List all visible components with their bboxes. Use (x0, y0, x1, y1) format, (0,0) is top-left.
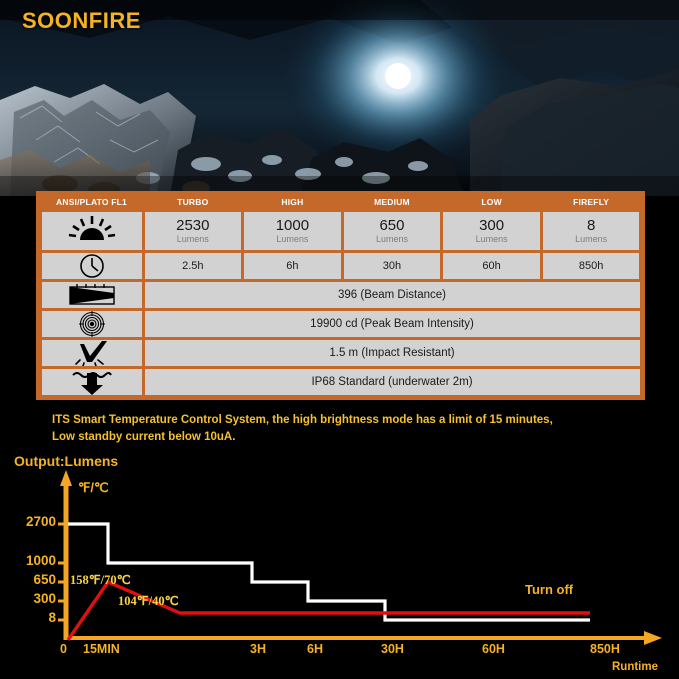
xtick-30h: 30H (381, 642, 404, 656)
runtime-low (443, 253, 540, 279)
lumens-medium-value: 650 (379, 216, 405, 234)
runtime-firefly (543, 253, 640, 279)
lumens-medium (344, 212, 441, 250)
table-row-beam-distance (40, 280, 641, 309)
brand-logo: SOONFIRE (22, 8, 141, 33)
runtime-medium-value: 30h (382, 259, 402, 272)
ytick-2700: 2700 (25, 514, 56, 529)
hero-photo (0, 0, 679, 196)
lumens-medium-unit: Lumens (375, 233, 408, 244)
ytick-1000: 1000 (25, 553, 56, 568)
xtick-6h: 6H (307, 642, 323, 656)
runtime-high (244, 253, 341, 279)
ytick-650: 650 (33, 572, 56, 587)
note-line-1: ITS Smart Temperature Control System, the high brightness mode has a limit of 15 minutes, (52, 414, 553, 426)
impact-value-cell (145, 340, 640, 366)
peak-intensity-value-cell (145, 311, 640, 337)
lumens-low-unit: Lumens (475, 233, 508, 244)
runtime-turbo-value: 2.5h (182, 259, 204, 272)
sun-brightness-icon (42, 212, 142, 250)
steady-temp-label: 104℉/40℃ (118, 594, 179, 608)
chart-title: Output:Lumens (14, 453, 119, 469)
table-row-lumens (40, 210, 641, 251)
lumens-low (443, 212, 540, 250)
xtick-0: 0 (60, 642, 67, 656)
table-row-waterproof (40, 367, 641, 396)
table-header-row (40, 193, 641, 210)
table-header-medium: MEDIUM (374, 196, 410, 207)
lumens-turbo-value: 2530 (176, 216, 210, 234)
table-row-impact (40, 338, 641, 367)
lumens-firefly-unit: Lumens (575, 233, 608, 244)
beam-distance-value-cell (145, 282, 640, 308)
ytick-8: 8 (48, 610, 56, 625)
waterproof-value: IP68 Standard (underwater 2m) (311, 375, 473, 388)
table-header-ansi: ANSI/PLATO FL1 (56, 196, 127, 207)
runtime-firefly-value: 850h (578, 259, 604, 272)
table-header-firefly: FIREFLY (573, 196, 610, 207)
table-row-runtime (40, 251, 641, 280)
impact-value: 1.5 m (Impact Resistant) (329, 346, 455, 359)
runtime-low-value: 60h (482, 259, 501, 272)
lumens-high-value: 1000 (275, 216, 310, 234)
table-header-turbo: TURBO (177, 196, 209, 207)
lumens-low-value: 300 (479, 216, 505, 234)
temperature-control-note (52, 412, 652, 446)
runtime-output-chart (0, 450, 679, 679)
lumens-firefly (543, 212, 640, 250)
lumens-firefly-value: 8 (587, 216, 596, 234)
runtime-turbo (145, 253, 242, 279)
temperature-curve (68, 582, 590, 640)
x-axis-label: Runtime (612, 661, 658, 673)
waterproof-icon (42, 369, 142, 395)
xtick-60h: 60H (482, 642, 505, 656)
xtick-15min: 15MIN (83, 642, 120, 656)
table-header-low: LOW (481, 196, 502, 207)
xtick-850h: 850H (590, 642, 620, 656)
turn-off-label: Turn off (525, 582, 574, 597)
peak-temp-label: 158℉/70℃ (70, 573, 131, 587)
peak-intensity-value: 19900 cd (Peak Beam Intensity) (310, 317, 474, 330)
beam-distance-icon (42, 282, 142, 308)
xtick-3h: 3H (250, 642, 266, 656)
impact-resistant-icon (42, 340, 142, 366)
runtime-high-value: 6h (286, 259, 299, 272)
chart-secondary-axis-label: ℉/℃ (78, 480, 109, 495)
peak-beam-intensity-icon (42, 311, 142, 337)
ytick-300: 300 (33, 591, 56, 606)
lumens-high (244, 212, 341, 250)
lumens-turbo (145, 212, 242, 250)
lumens-high-unit: Lumens (276, 233, 309, 244)
table-row-peak-intensity (40, 309, 641, 338)
beam-distance-value: 396 (Beam Distance) (337, 288, 447, 301)
waterproof-value-cell (145, 369, 640, 395)
table-header-high: HIGH (281, 196, 304, 207)
specification-table (36, 191, 645, 400)
clock-icon (42, 253, 142, 279)
runtime-medium (344, 253, 441, 279)
lumens-turbo-unit: Lumens (176, 233, 209, 244)
note-line-2: Low standby current below 10uA. (52, 431, 236, 443)
